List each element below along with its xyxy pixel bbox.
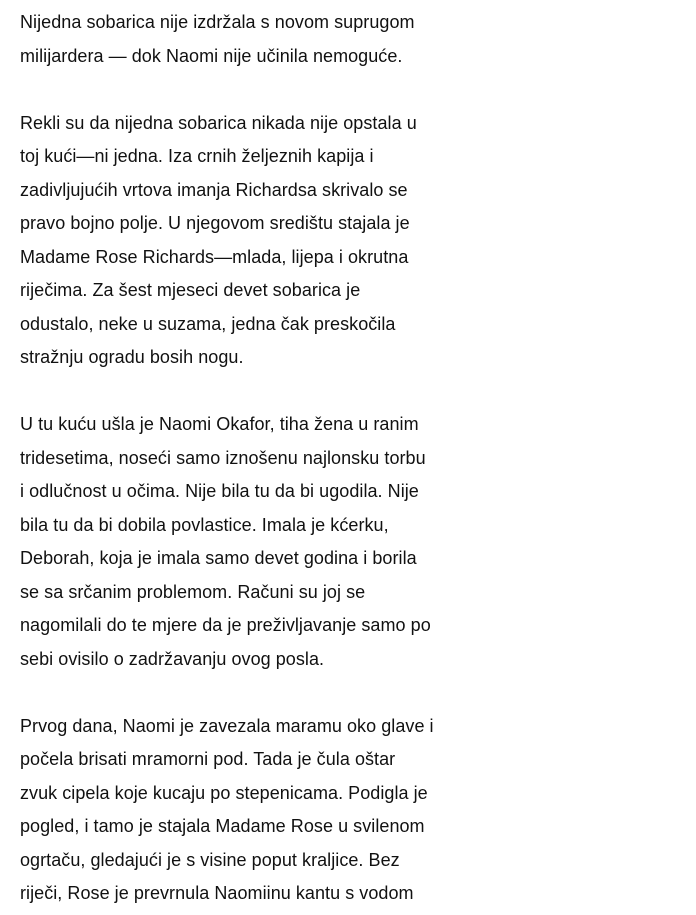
text-line: i odlučnost u očima. Nije bila tu da bi ugodila. Nije <box>20 481 419 501</box>
paragraph <box>20 710 680 911</box>
text-line: toj kući—ni jedna. Iza crnih željeznih kapija i <box>20 146 374 166</box>
text-line: pravo bojno polje. U njegovom središtu stajala je <box>20 213 410 233</box>
text-line: pogled, i tamo je stajala Madame Rose u svilenom <box>20 816 425 836</box>
text-line: riječi, Rose je prevrnula Naomiinu kantu s vodom <box>20 883 414 903</box>
text-line: tridesetima, noseći samo iznošenu najlonsku torbu <box>20 447 426 468</box>
text-line: ogrtaču, gledajući je s visine poput kraljice. Bez <box>20 849 400 870</box>
text-line: Nijedna sobarica nije izdržala s novom suprugom <box>20 12 415 32</box>
paragraph-title <box>20 6 680 73</box>
text-line: sebi ovisilo o zadržavanju ovog posla. <box>20 648 325 669</box>
text-line: Deborah, koja je imala samo devet godina i borila <box>20 548 417 568</box>
text-line: stražnju ogradu bosih nogu. <box>20 347 244 367</box>
text-line: bila tu da bi dobila povlastice. Imala je kćerku, <box>20 514 389 535</box>
text-line: Rekli su da nijedna sobarica nikada nije opstala u <box>20 112 417 133</box>
text-line: zvuk cipela koje kucaju po stepenicama. Podigla je <box>20 782 428 803</box>
text-line: odustalo, neke u suzama, jedna čak preskočila <box>20 313 396 334</box>
text-line: zadivljujućih vrtova imanja Richardsa skrivalo se <box>20 179 408 200</box>
paragraph-spacer <box>20 676 680 710</box>
text-line: riječima. Za šest mjeseci devet sobarica je <box>20 280 361 300</box>
text-line: Prvog dana, Naomi je zavezala maramu oko glave i <box>20 715 434 736</box>
text-line: se sa srčanim problemom. Računi su joj se <box>20 581 366 602</box>
article-body <box>20 6 680 911</box>
text-line: Madame Rose Richards—mlada, lijepa i okrutna <box>20 246 409 267</box>
text-line: U tu kuću ušla je Naomi Okafor, tiha žena u ranim <box>20 414 419 434</box>
paragraph <box>20 408 680 676</box>
text-line: milijardera — dok Naomi nije učinila nemoguće. <box>20 45 403 66</box>
paragraph-spacer <box>20 375 680 409</box>
text-line: počela brisati mramorni pod. Tada je čula oštar <box>20 749 396 769</box>
paragraph <box>20 107 680 375</box>
paragraph-spacer <box>20 73 680 107</box>
text-line: nagomilali do te mjere da je preživljavanje samo po <box>20 615 431 635</box>
